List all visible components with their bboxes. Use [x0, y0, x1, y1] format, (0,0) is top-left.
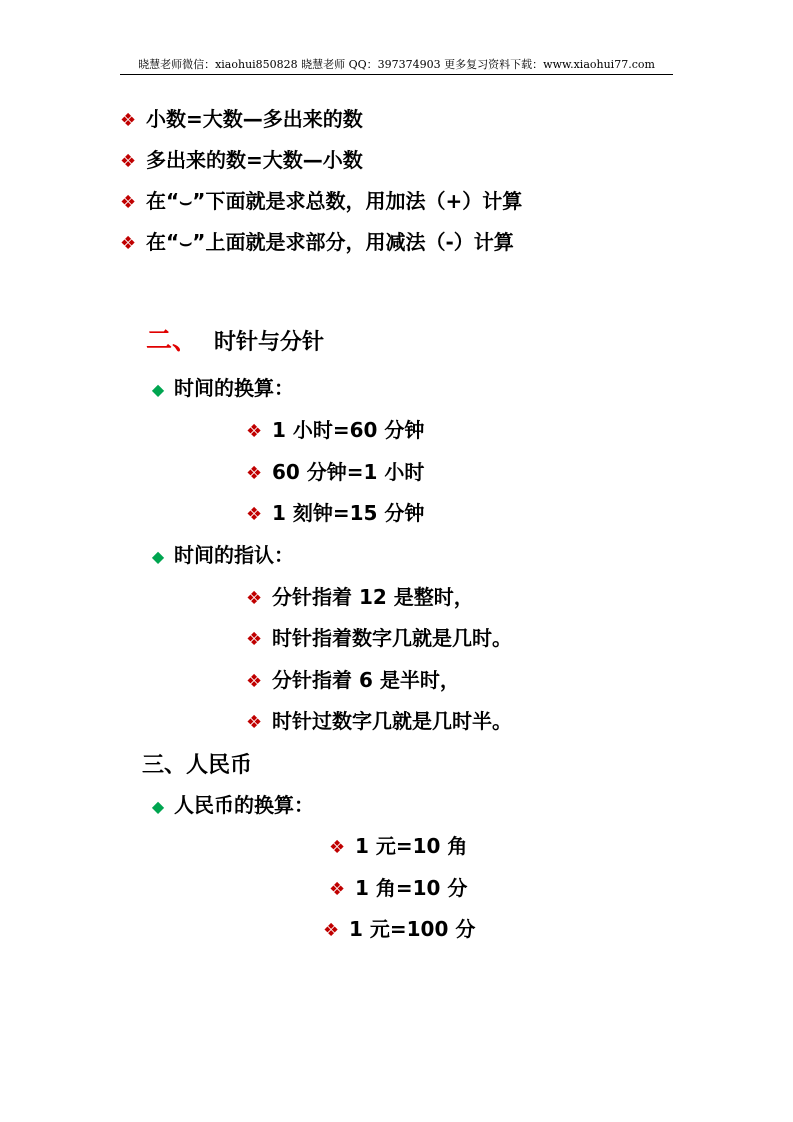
subheading-text: 时间的换算： — [174, 376, 294, 400]
list-item-text: 时针指着数字几就是几时。 — [272, 626, 512, 650]
list-item — [246, 667, 460, 695]
section-heading — [142, 750, 252, 781]
list-item — [246, 500, 424, 528]
diamond-bullet-icon: ❖ — [120, 110, 137, 131]
diamond-bullet-icon: ❖ — [246, 588, 263, 609]
list-item — [246, 459, 424, 487]
list-item-text: 1 元=100 分 — [349, 917, 476, 941]
list-item — [120, 229, 514, 257]
diamond-bullet-icon: ❖ — [120, 192, 137, 213]
list-item-text: 60 分钟=1 小时 — [272, 460, 425, 484]
diamond-bullet-icon: ❖ — [246, 671, 263, 692]
diamond-bullet-icon: ❖ — [246, 463, 263, 484]
subheading — [150, 542, 294, 570]
list-item-text: 1 刻钟=15 分钟 — [272, 501, 425, 525]
section-number: 二、 — [146, 326, 199, 356]
list-item — [246, 584, 474, 612]
list-item-text: 小数=大数—多出来的数 — [146, 107, 363, 131]
list-item — [246, 417, 424, 445]
list-item-text: 1 小时=60 分钟 — [272, 418, 425, 442]
diamond-icon: ◆ — [151, 797, 165, 816]
section-title: 三、人民币 — [142, 753, 253, 778]
list-item — [246, 708, 512, 736]
list-item-text: 多出来的数=大数—小数 — [146, 148, 363, 172]
list-item — [120, 188, 522, 216]
subheading-text: 时间的指认： — [174, 543, 294, 567]
list-item-text: 时针过数字几就是几时半。 — [272, 709, 512, 733]
diamond-bullet-icon: ❖ — [246, 421, 263, 442]
subheading — [150, 792, 314, 820]
diamond-icon: ◆ — [151, 547, 165, 566]
list-item — [120, 147, 363, 175]
subheading-text: 人民币的换算： — [174, 793, 314, 817]
list-item — [329, 833, 467, 861]
diamond-bullet-icon: ❖ — [246, 504, 263, 525]
diamond-bullet-icon: ❖ — [120, 151, 137, 172]
diamond-icon: ◆ — [151, 380, 165, 399]
list-item-text: 在“⌣”上面就是求部分，用减法（-）计算 — [146, 230, 514, 254]
diamond-bullet-icon: ❖ — [246, 712, 263, 733]
diamond-bullet-icon: ❖ — [323, 920, 340, 941]
list-item-text: 在“⌣”下面就是求总数，用加法（+）计算 — [146, 189, 523, 213]
diamond-bullet-icon: ❖ — [329, 837, 346, 858]
section-title: 时针与分针 — [214, 330, 325, 355]
section-heading — [146, 325, 324, 359]
list-item — [120, 106, 363, 134]
list-item-text: 1 角=10 分 — [355, 876, 468, 900]
diamond-bullet-icon: ❖ — [120, 233, 137, 254]
list-item-text: 分针指着 6 是半时， — [272, 668, 460, 692]
page-header: 晓慧老师微信：xiaohui850828 晓慧老师 QQ：397374903 更多复习资料下载：www.xiaohui77.com — [120, 56, 673, 75]
list-item — [329, 875, 467, 903]
subheading — [150, 375, 294, 403]
list-item-text: 1 元=10 角 — [355, 834, 468, 858]
diamond-bullet-icon: ❖ — [329, 879, 346, 900]
diamond-bullet-icon: ❖ — [246, 629, 263, 650]
list-item-text: 分针指着 12 是整时， — [272, 585, 474, 609]
list-item — [323, 916, 475, 944]
list-item — [246, 625, 512, 653]
